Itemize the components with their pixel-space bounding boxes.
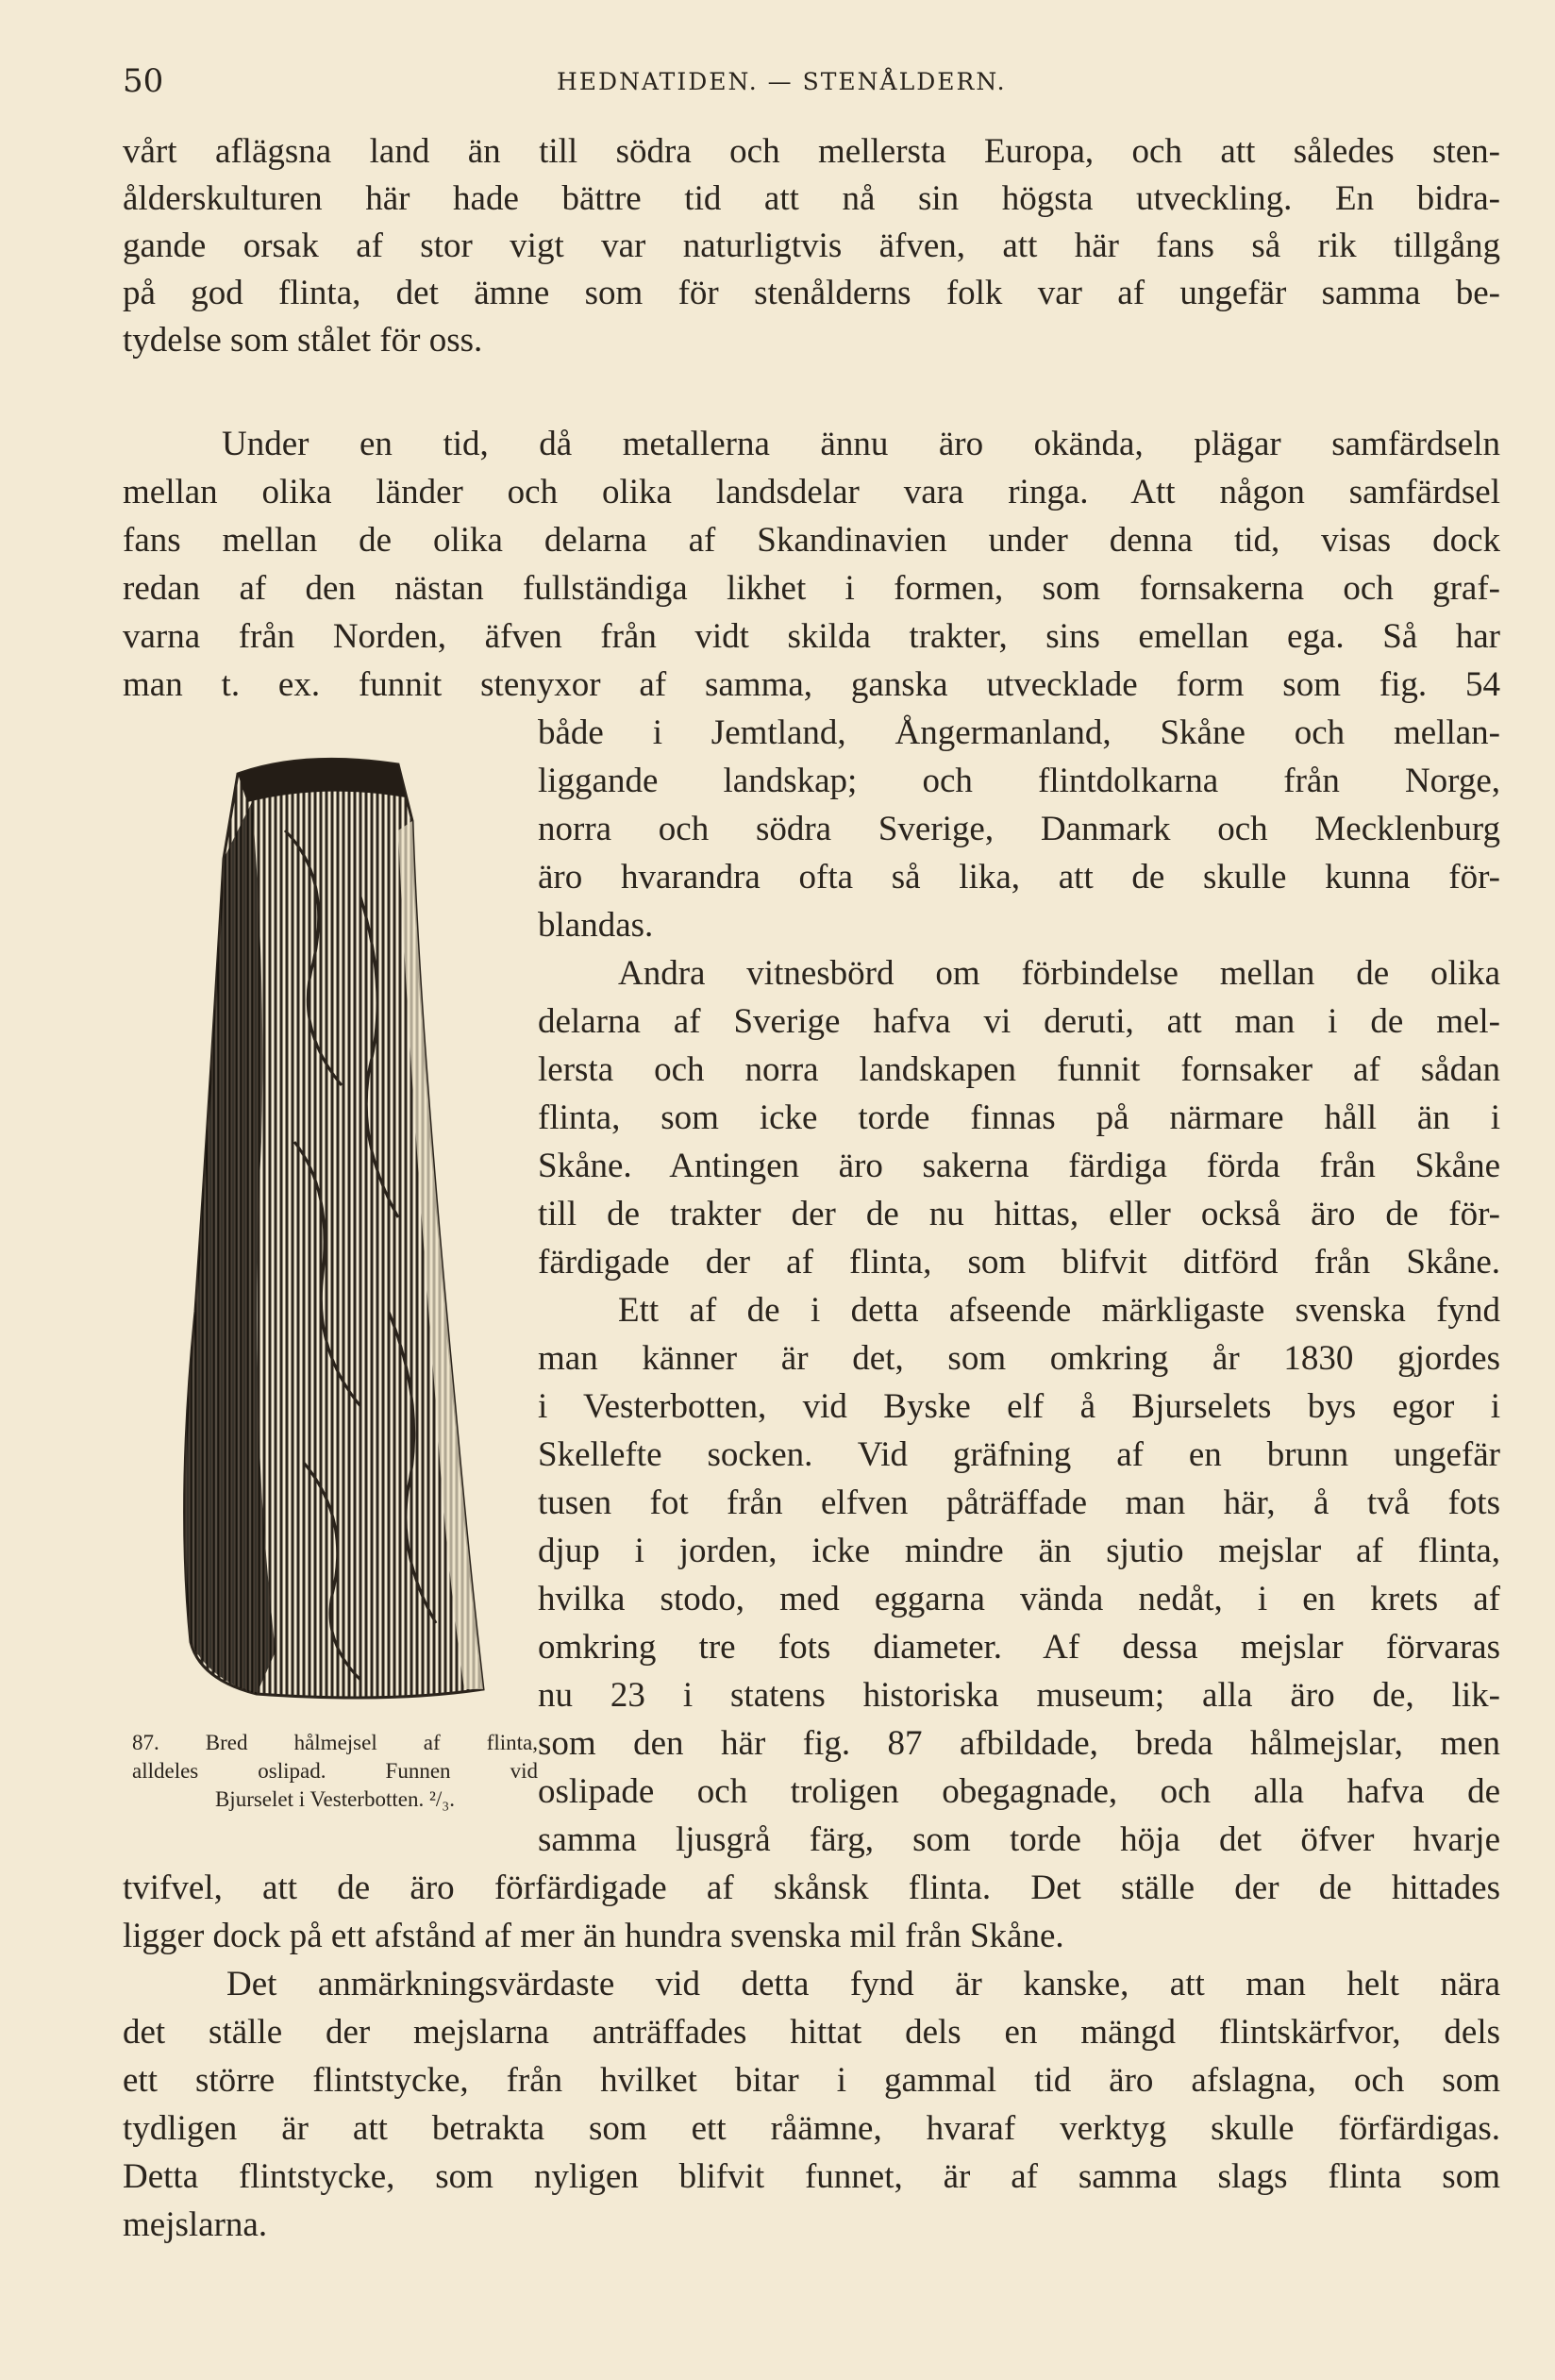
text-line: djup i jorden, icke mindre än sjutio mejslar af flinta, — [538, 1532, 1500, 1570]
text-line: tydelse som stålet för oss. — [123, 321, 483, 360]
text-line: varna från Norden, äfven från vidt skilda trakter, sins emellan ega. Så har — [123, 617, 1500, 656]
text-line: samma ljusgrå färg, som torde höja det öfver hvarje — [538, 1820, 1500, 1859]
text-line: Skellefte socken. Vid gräfning af en brunn ungefär — [538, 1435, 1500, 1474]
text-line: det ställe der mejslarna anträffades hittat dels en mängd flintskärfvor, dels — [123, 2013, 1500, 2052]
text-line: lersta och norra landskapen funnit fornsaker af sådan — [538, 1050, 1500, 1089]
text-line: nu 23 i statens historiska museum; alla äro de, lik- — [538, 1676, 1500, 1715]
text-line: flinta, som icke torde finnas på närmare håll än i — [538, 1098, 1500, 1137]
text-line: man känner är det, som omkring år 1830 gjordes — [538, 1339, 1500, 1378]
text-line: mejslarna. — [123, 2205, 268, 2244]
text-line: i Vesterbotten, vid Byske elf å Bjurselets bys egor i — [538, 1387, 1500, 1426]
text-line: ett större flintstycke, från hvilket bitar i gammal tid äro afslagna, och som — [123, 2061, 1500, 2100]
text-line: Skåne. Antingen äro sakerna färdiga förda från Skåne — [538, 1147, 1500, 1185]
text-line: ålderskulturen här hade bättre tid att nå sin högsta utveckling. En bidra- — [123, 179, 1500, 218]
text-line: omkring tre fots diameter. Af dessa mejslar förvaras — [538, 1628, 1500, 1667]
text-line: man t. ex. funnit stenyxor af samma, ganska utvecklade form som fig. 54 — [123, 665, 1500, 704]
page-header — [123, 62, 1500, 109]
flint-chisel-illustration — [172, 746, 502, 1708]
text-line: oslipade och troligen obegagnade, och alla hafva de — [538, 1772, 1500, 1811]
running-head: HEDNATIDEN. — STENÅLDERN. — [557, 68, 1007, 95]
text-line: på god flinta, det ämne som för stenålderns folk var af ungefär samma be- — [123, 274, 1500, 312]
text-line: gande orsak af stor vigt var naturligtvis äfven, att här fans så rik tillgång — [123, 226, 1500, 265]
text-line: både i Jemtland, Ångermanland, Skåne och mellan- — [538, 713, 1500, 752]
text-line: som den här fig. 87 afbildade, breda hålmejslar, men — [538, 1724, 1500, 1763]
text-line: mellan olika länder och olika landsdelar vara ringa. Att någon samfärdsel — [123, 473, 1500, 511]
figure-caption-line: 87. Bred hålmejsel af flinta, — [132, 1731, 538, 1754]
text-line: hvilka stodo, med eggarna vända nedåt, i en krets af — [538, 1580, 1500, 1618]
text-line: till de trakter der de nu hittas, eller också äro de för- — [538, 1195, 1500, 1233]
figure-caption-line: alldeles oslipad. Funnen vid — [132, 1759, 538, 1783]
text-line: delarna af Sverige hafva vi deruti, att man i de mel- — [538, 1002, 1500, 1041]
text-line: tvifvel, att de äro förfärdigade af skånsk flinta. Det ställe der de hittades — [123, 1869, 1500, 1907]
text-line: norra och södra Sverige, Danmark och Mecklenburg — [538, 810, 1500, 848]
text-line: vårt aflägsna land än till södra och mellersta Europa, och att således sten- — [123, 132, 1500, 171]
text-line: redan af den nästan fullständiga likhet i formen, som fornsakerna och graf- — [123, 569, 1500, 608]
text-line: Detta flintstycke, som nyligen blifvit funnet, är af samma slags flinta som — [123, 2157, 1500, 2196]
figure-87-flint-chisel — [172, 746, 502, 1708]
text-line: liggande landskap; och flintdolkarna från Norge, — [538, 762, 1500, 800]
text-line: Ett af de i detta afseende märkligaste svenska fynd — [618, 1291, 1500, 1330]
text-line: ligger dock på ett afstånd af mer än hundra svenska mil från Skåne. — [123, 1917, 1064, 1955]
text-line: Det anmärkningsvärdaste vid detta fynd är kanske, att man helt nära — [226, 1965, 1500, 2003]
page-number: 50 — [123, 62, 164, 100]
text-line: fans mellan de olika delarna af Skandinavien under denna tid, visas dock — [123, 521, 1500, 560]
text-line: blandas. — [538, 906, 654, 945]
text-line: tydligen är att betrakta som ett råämne, hvaraf verktyg skulle förfärdigas. — [123, 2109, 1500, 2148]
text-line: tusen fot från elfven påträffade man här, å två fots — [538, 1483, 1500, 1522]
figure-caption-line: Bjurselet i Vesterbotten. ²/₃. — [214, 1787, 456, 1811]
text-line: Under en tid, då metallerna ännu äro okända, plägar samfärdseln — [222, 425, 1500, 463]
text-line: Andra vitnesbörd om förbindelse mellan de olika — [618, 954, 1500, 993]
text-line: äro hvarandra ofta så lika, att de skulle kunna för- — [538, 858, 1500, 897]
text-line: färdigade der af flinta, som blifvit ditförd från Skåne. — [538, 1243, 1500, 1282]
